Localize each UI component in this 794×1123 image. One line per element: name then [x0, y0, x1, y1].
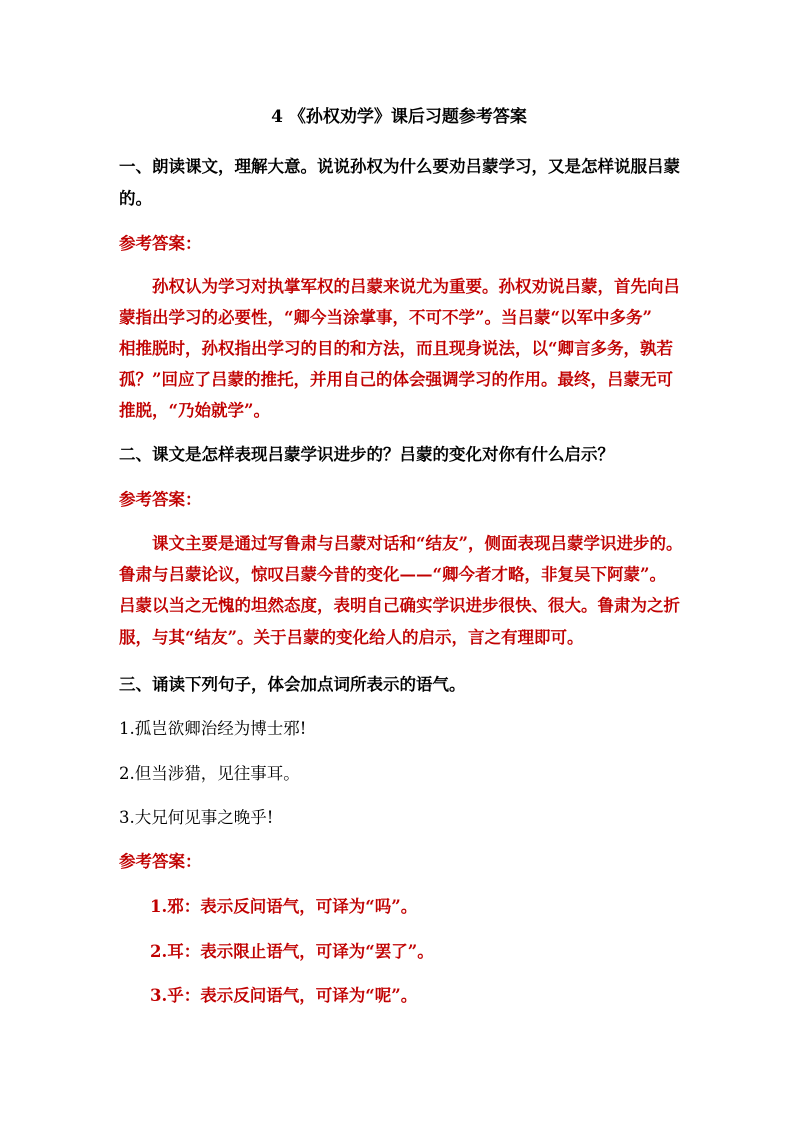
sentence-3: 3.大兄何见事之晚乎! — [119, 808, 274, 827]
answer-3-line-1: 1.邪：表示反问语气，可译为“吗”。 — [150, 897, 418, 916]
question-2: 二、课文是怎样表现吕蒙学识进步的？吕蒙的变化对你有什么启示？ — [119, 445, 614, 464]
answer-label-2: 参考答案： — [119, 490, 202, 509]
answer-2-line-2: 鲁肃与吕蒙论议，惊叹吕蒙今昔的变化——“卿今者才略，非复吴下阿蒙”。 — [119, 565, 666, 584]
sentence-1: 1.孤岂欲卿治经为博士邪! — [119, 719, 307, 738]
answer-1-line-3: 相推脱时，孙权指出学习的目的和方法，而且现身说法，以“卿言多务，孰若 — [119, 339, 673, 358]
page-title: 4 《孙权劝学》课后习题参考答案 — [271, 107, 527, 127]
answer-1-line-4: 孤？”回应了吕蒙的推托，并用自己的体会强调学习的作用。最终，吕蒙无可 — [119, 370, 673, 389]
answer-1-line-1: 孙权认为学习对执掌军权的吕蒙来说尤为重要。孙权劝说吕蒙，首先向吕 — [152, 277, 680, 296]
answer-2-line-3: 吕蒙以当之无愧的坦然态度，表明自己确实学识进步很快、很大。鲁肃为之折 — [119, 596, 680, 615]
sentence-2: 2.但当涉猎，见往事耳。 — [119, 764, 300, 783]
answer-2-line-1: 课文主要是通过写鲁肃与吕蒙对话和“结友”，侧面表现吕蒙学识进步的。 — [152, 534, 683, 553]
answer-3-line-2: 2.耳：表示限止语气，可译为“罢了”。 — [150, 942, 434, 961]
answer-label-3: 参考答案： — [119, 852, 202, 871]
answer-3-line-3: 3.乎：表示反问语气，可译为“呢”。 — [150, 986, 418, 1005]
question-3: 三、诵读下列句子，体会加点词所表示的语气。 — [119, 675, 466, 694]
answer-2-line-4: 服，与其“结友”。关于吕蒙的变化给人的启示，言之有理即可。 — [119, 628, 584, 647]
answer-1-line-5: 推脱，“乃始就学”。 — [119, 401, 270, 420]
answer-label-1: 参考答案： — [119, 234, 202, 253]
question-1-line-1: 一、朗读课文，理解大意。说说孙权为什么要劝吕蒙学习，又是怎样说服吕蒙 — [119, 157, 680, 176]
question-1-line-2: 的。 — [119, 189, 152, 208]
answer-1-line-2: 蒙指出学习的必要性，“卿今当涂掌事，不可不学”。当吕蒙“以军中多务” — [119, 308, 652, 327]
